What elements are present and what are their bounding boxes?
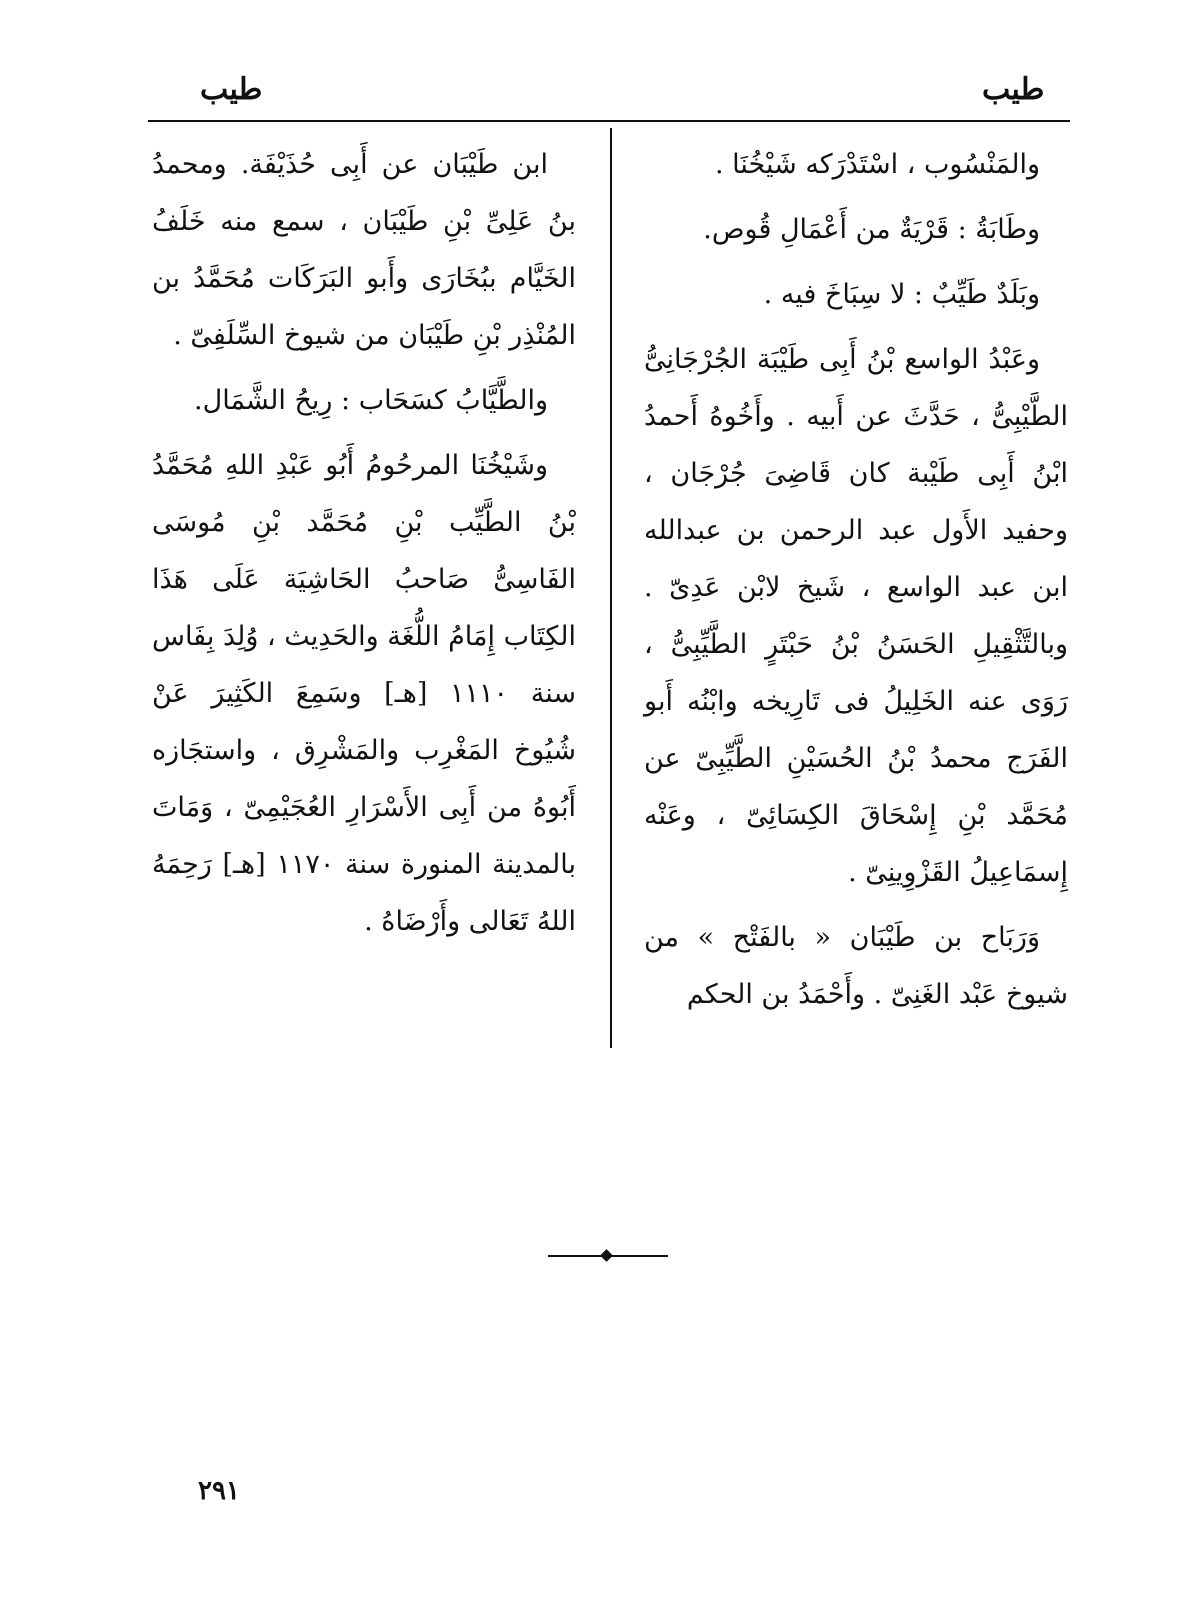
paragraph: وعَبْدُ الواسع بْنُ أَبِى طَيْبَة الجُرْجَانِىُّ الطَّيْبِىُّ ، حَدَّثَ عن أَبيه . وأَخُوهُ أَحمدُ ابْنُ أَبِى طَيْبة كان قَاضِىَ جُرْجَان ، وحفيد الأَول عبد الرحمن بن عبدالله ابن عبد الواسع ، شَيخ لابْن عَدِىّ . وبالتَّثْقِيلِ الحَسَنُ بْنُ حَبْتَرٍ الطَّيِّبِىُّ ، رَوَى عنه الخَلِيلُ فى تَارِيخه وابْنُه أَبو الفَرَج محمدُ بْنُ الحُسَيْنِ الطَّيِّبِىّ عن مُحَمَّد بْنِ إِسْحَاقَ الكِسَائِىّ ، وعَنْه إِسمَاعِيلُ القَزْوِينِىّ . <box>644 344 1068 888</box>
column-divider <box>610 128 612 1048</box>
running-header-right: طيب <box>982 72 1045 107</box>
paragraph: والمَنْسُوب ، اسْتَدْرَكه شَيْخُنَا . <box>715 149 1040 180</box>
left-text-column <box>152 136 576 950</box>
paragraph: والطَّيَّابُ كسَحَاب : رِيحُ الشَّمَال. <box>194 385 548 416</box>
paragraph: وَرَبَاح بن طَيْبَان « بالفَتْح » من شيوخ عَبْد الغَنِىّ . وأَحْمَدُ بن الحكم <box>644 922 1068 1010</box>
paragraph: وشَيْخُنَا المرحُومُ أَبُو عَبْدِ اللهِ مُحَمَّدُ بْنُ الطَّيِّب بْنِ مُحَمَّد بْنِ مُوسَى الفَاسِىُّ صَاحبُ الحَاشِيَة عَلَى هَذَا الكِتَاب إِمَامُ اللُّغَة والحَدِيث ، وُلِدَ بِفَاس سنة ١١١٠ [هـ] وسَمِعَ الكَثِيرَ عَنْ شُيُوخ المَغْرِب والمَشْرِق ، واستجَازه أَبُوهُ من أَبِى الأَسْرَارِ العُجَيْمِىّ ، وَمَاتَ بالمدينة المنورة سنة ١١٧٠ [هـ] رَحِمَهُ اللهُ تَعَالى وأَرْضَاهُ . <box>152 450 576 937</box>
paragraph: وبَلَدٌ طَيِّبٌ : لا سِبَاخَ فيه . <box>763 279 1040 310</box>
paragraph: ابن طَيْبَان عن أَبِى حُذَيْفَة. ومحمدُ بنُ عَلِىِّ بْنِ طَيْبَان ، سمع منه خَلَفُ الخَيَّام ببُخَارَى وأَبو البَرَكَات مُحَمَّدُ بن المُنْذِر بْنِ طَيْبَان من شيوخ السِّلَفِىّ . <box>152 149 576 351</box>
running-header-left: طيب <box>200 72 263 107</box>
end-ornament <box>548 1250 668 1262</box>
page-number: ٢٩١ <box>198 1476 240 1506</box>
ornament-diamond-icon <box>600 1249 613 1262</box>
header-rule <box>148 120 1070 122</box>
paragraph: وطَابَةُ : قَرْيَةٌ من أَعْمَالِ قُوص. <box>703 214 1040 245</box>
right-text-column <box>644 136 1068 1023</box>
